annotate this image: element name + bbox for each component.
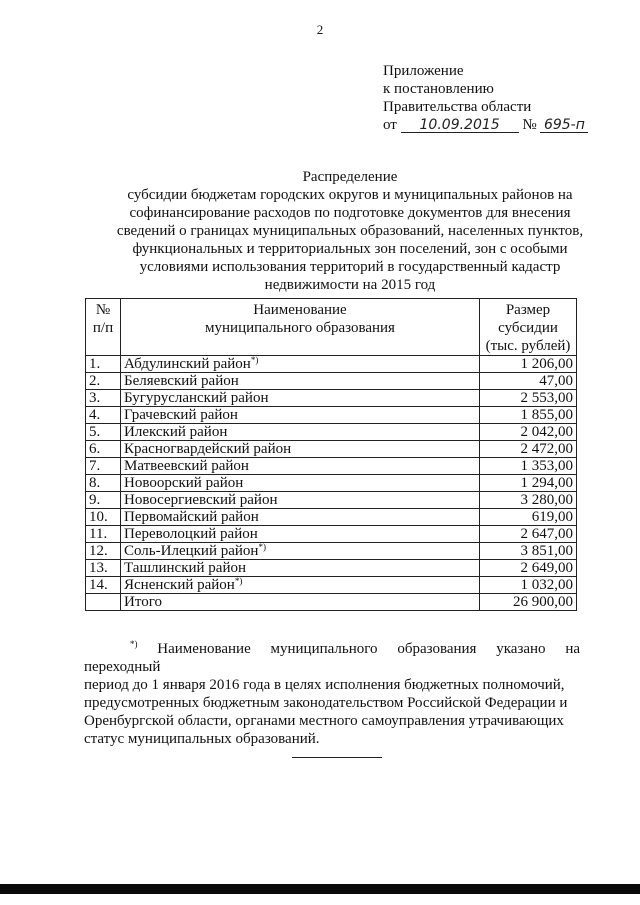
row-amount: 1 294,00 <box>480 475 577 492</box>
row-amount: 2 649,00 <box>480 560 577 577</box>
total-label: Итого <box>121 594 480 611</box>
row-name: Бугурусланский район <box>121 390 480 407</box>
number-prefix: № <box>522 117 537 133</box>
header-name-line-2: муниципального образования <box>205 320 395 336</box>
table-header-row <box>86 299 577 356</box>
footnote-text-1: Наименование муниципального образования указано на переходный <box>84 641 581 675</box>
header-number-line-1: № <box>95 302 111 318</box>
row-number: 6. <box>86 441 121 458</box>
row-name: Матвеевский район <box>121 458 480 475</box>
table-row <box>86 458 577 475</box>
table-row <box>86 526 577 543</box>
header-amount-line-3: (тыс. рублей) <box>485 338 571 354</box>
table-row <box>86 424 577 441</box>
row-name: Илекский район <box>121 424 480 441</box>
decree-number: 695-п <box>540 116 588 133</box>
footnote-line-2: период до 1 января 2016 года в целях исполнения бюджетных полномочий, <box>84 677 565 693</box>
decree-date: 10.09.2015 <box>401 116 519 133</box>
row-number: 12. <box>86 543 121 560</box>
row-name: Соль-Илецкий район <box>124 543 259 559</box>
total-amount: 26 900,00 <box>480 594 577 611</box>
title-line-5: функциональных и территориальных зон поселений, зон с особыми <box>132 241 568 257</box>
table-row <box>86 577 577 594</box>
row-amount: 3 280,00 <box>480 492 577 509</box>
row-number: 8. <box>86 475 121 492</box>
appendix-date-line <box>383 116 588 134</box>
row-name-cell <box>121 543 480 560</box>
row-number: 2. <box>86 373 121 390</box>
row-amount: 3 851,00 <box>480 543 577 560</box>
footnote-mark: *) <box>250 355 259 365</box>
total-number-cell <box>86 594 121 611</box>
footnote-mark: *) <box>130 639 138 649</box>
row-number: 5. <box>86 424 121 441</box>
row-amount: 1 855,00 <box>480 407 577 424</box>
header-number <box>86 299 121 356</box>
table-row <box>86 475 577 492</box>
table-row <box>86 356 577 373</box>
row-number: 13. <box>86 560 121 577</box>
document-title <box>60 168 640 294</box>
row-amount: 2 647,00 <box>480 526 577 543</box>
row-amount: 619,00 <box>480 509 577 526</box>
table-row <box>86 441 577 458</box>
row-name: Переволоцкий район <box>121 526 480 543</box>
row-name: Новосергиевский район <box>121 492 480 509</box>
row-name: Красногвардейский район <box>121 441 480 458</box>
header-amount <box>480 299 577 356</box>
footnote-line-4: Оренбургской области, органами местного самоуправления утрачивающих <box>84 713 564 729</box>
row-amount: 47,00 <box>480 373 577 390</box>
appendix-line-3: Правительства области <box>383 99 532 115</box>
table-row <box>86 492 577 509</box>
footnote <box>84 640 580 748</box>
title-line-6: условиями использования территорий в государственный кадастр <box>139 259 561 275</box>
row-number: 11. <box>86 526 121 543</box>
row-name: Грачевский район <box>121 407 480 424</box>
footnote-line-1 <box>84 640 580 676</box>
row-number: 10. <box>86 509 121 526</box>
page-number: 2 <box>316 22 324 37</box>
header-amount-line-1: Размер <box>505 302 551 318</box>
header-name-line-1: Наименование <box>253 302 347 318</box>
row-name: Абдулинский район <box>124 356 251 372</box>
subsidy-table <box>85 298 577 611</box>
table-row <box>86 543 577 560</box>
title-line-1: Распределение <box>302 169 398 185</box>
appendix-line-1: Приложение <box>383 63 464 79</box>
table-row <box>86 373 577 390</box>
row-name: Ташлинский район <box>121 560 480 577</box>
row-name-cell <box>121 356 480 373</box>
row-amount: 2 472,00 <box>480 441 577 458</box>
row-amount: 1 206,00 <box>480 356 577 373</box>
table-row <box>86 407 577 424</box>
total-row <box>86 594 577 611</box>
row-number: 14. <box>86 577 121 594</box>
row-number: 1. <box>86 356 121 373</box>
closing-separator <box>292 757 382 758</box>
title-line-2: субсидии бюджетам городских округов и муниципальных районов на <box>127 187 573 203</box>
row-name-cell <box>121 577 480 594</box>
row-name: Первомайский район <box>121 509 480 526</box>
row-amount: 2 042,00 <box>480 424 577 441</box>
header-amount-line-2: субсидии <box>498 320 558 336</box>
appendix-line-2: к постановлению <box>383 81 494 97</box>
row-number: 9. <box>86 492 121 509</box>
title-line-3: софинансирование расходов по подготовке документов для внесения <box>129 205 571 221</box>
row-name: Ясненский район <box>124 577 235 593</box>
row-name: Новоорский район <box>121 475 480 492</box>
header-number-line-2: п/п <box>92 320 114 336</box>
row-number: 3. <box>86 390 121 407</box>
header-name <box>121 299 480 356</box>
footnote-mark: *) <box>258 542 266 552</box>
title-line-7: недвижимости на 2015 год <box>264 277 436 293</box>
row-number: 4. <box>86 407 121 424</box>
table-row <box>86 509 577 526</box>
table-row <box>86 390 577 407</box>
footnote-line-5: статус муниципальных образований. <box>84 731 320 747</box>
scan-edge-bar <box>0 884 640 894</box>
row-amount: 1 353,00 <box>480 458 577 475</box>
table-row <box>86 560 577 577</box>
row-amount: 1 032,00 <box>480 577 577 594</box>
title-line-4: сведений о границах муниципальных образований, населенных пунктов, <box>116 223 584 239</box>
date-prefix: от <box>383 117 397 133</box>
row-number: 7. <box>86 458 121 475</box>
row-amount: 2 553,00 <box>480 390 577 407</box>
footnote-mark: *) <box>234 576 243 586</box>
footnote-line-3: предусмотренных бюджетным законодательством Российской Федерации и <box>84 695 568 711</box>
appendix-block <box>383 62 588 134</box>
row-name: Беляевский район <box>121 373 480 390</box>
